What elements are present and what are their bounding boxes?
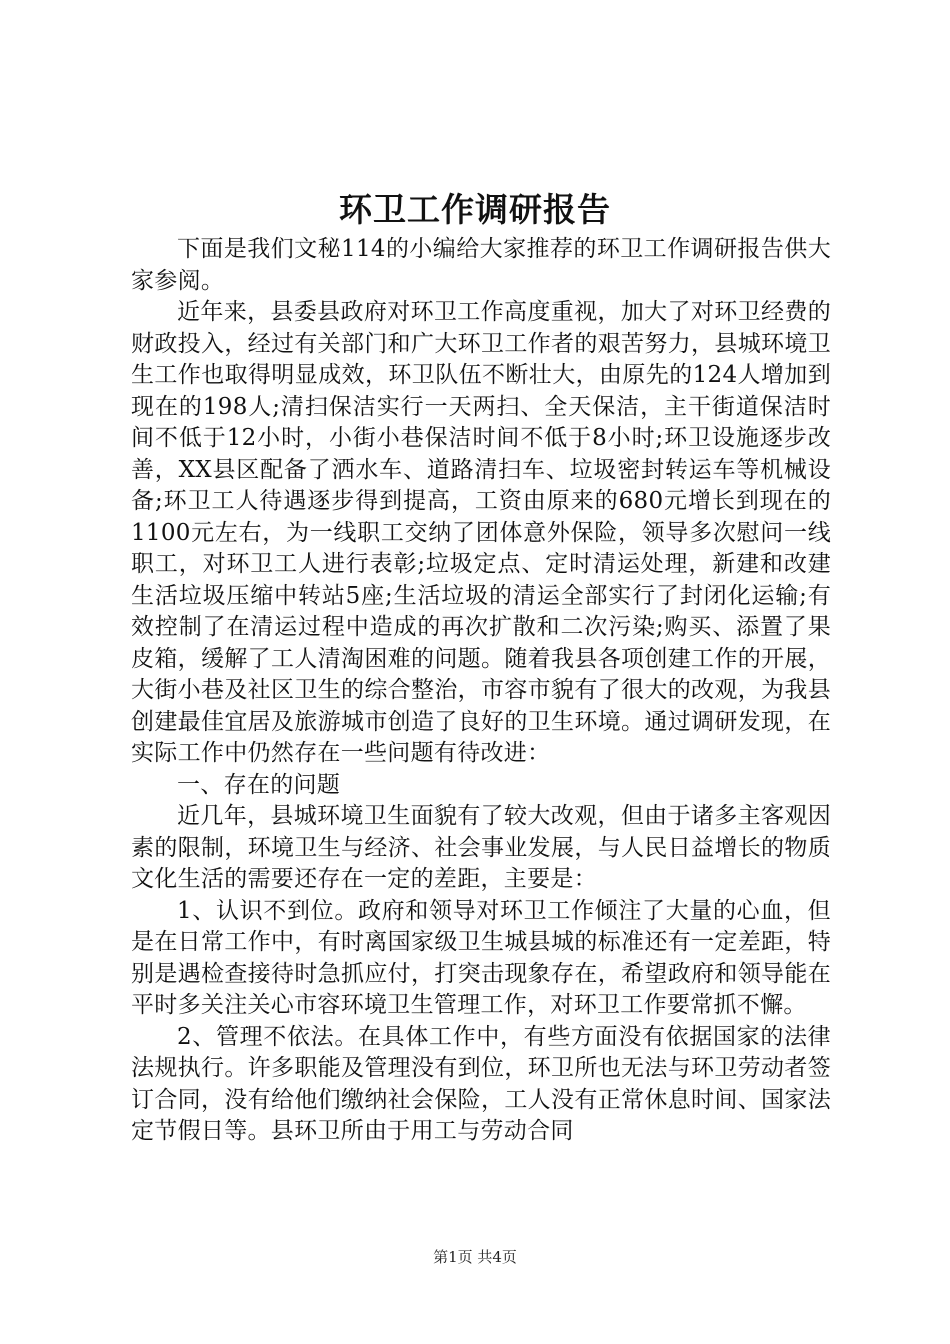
paragraph-problems-summary: 近几年，县城环境卫生面貌有了较大改观，但由于诸多主客观因素的限制，环境卫生与经济、社会事业发展，与人民日益增长的物质文化生活的需要还存在一定的差距，主要是： <box>131 803 831 892</box>
document-title: 环卫工作调研报告 <box>339 190 611 229</box>
paragraph-intro: 下面是我们文秘114的小编给大家推荐的环卫工作调研报告供大家参阅。 <box>131 236 831 294</box>
paragraph-overview: 近年来，县委县政府对环卫工作高度重视，加大了对环卫经费的财政投入，经过有关部门和广大环卫工作者的艰苦努力，县城环境卫生工作也取得明显成效，环卫队伍不断壮大，由原先的124人增加到现在的198人;清扫保洁实行一天两扫、全天保洁，主干街道保洁时间不低于12小时，小街小巷保洁时间不低于8小时;环卫设施逐步改善，XX县区配备了洒水车、道路清扫车、垃圾密封转运车等机械设备;环卫工人待遇逐步得到提高，工资由原来的680元增长到现在的1100元左右，为一线职工交纳了团体意外保险，领导多次慰问一线职工，对环卫工人进行表彰;垃圾定点、定时清运处理，新建和改建生活垃圾压缩中转站5座;生活垃圾的清运全部实行了封闭化运输;有效控制了在清运过程中造成的再次扩散和二次污染;购买、添置了果皮箱，缓解了工人清淘困难的问题。随着我县各项创建工作的开展，大街小巷及社区卫生的综合整治，市容市貌有了很大的改观，为我县创建最佳宜居及旅游城市创造了良好的卫生环境。通过调研发现，在实际工作中仍然存在一些问题有待改进： <box>131 299 831 766</box>
document-body <box>131 234 831 1148</box>
page-footer: 第1页 共4页 <box>433 1248 517 1266</box>
section-heading-problems: 一、存在的问题 <box>177 771 341 798</box>
paragraph-problem-2: 2、管理不依法。在具体工作中，有些方面没有依据国家的法律法规执行。许多职能及管理没有到位，环卫所也无法与环卫劳动者签订合同，没有给他们缴纳社会保险，工人没有正常休息时间、国家法定节假日等。县环卫所由于用工与劳动合同 <box>131 1023 831 1144</box>
paragraph-problem-1: 1、认识不到位。政府和领导对环卫工作倾注了大量的心血，但是在日常工作中，有时离国家级卫生城县城的标准还有一定差距，特别是遇检查接待时急抓应付，打突击现象存在，希望政府和领导能在平时多关注关心市容环境卫生管理工作，对环卫工作要常抓不懈。 <box>131 897 831 1018</box>
